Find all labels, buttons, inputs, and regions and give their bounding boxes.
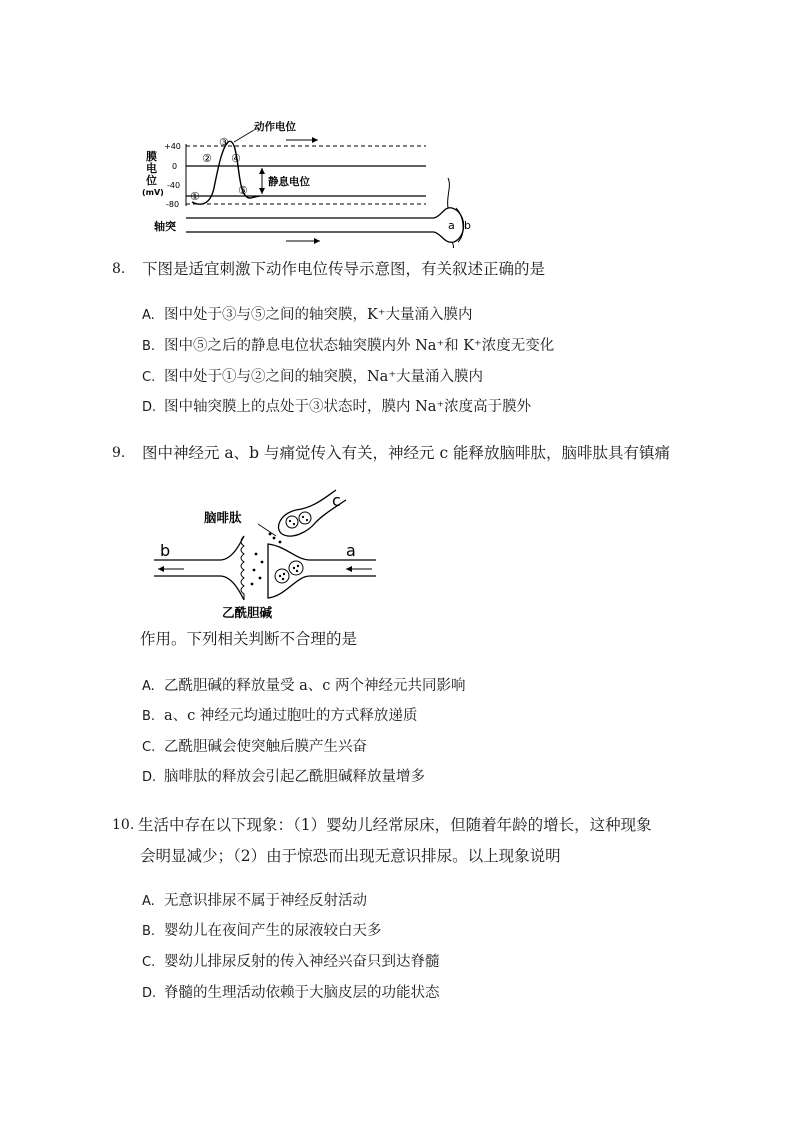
option-text: 乙酰胆碱的释放量受 a、c 两个神经元共同影响 (164, 678, 466, 694)
option-text: 图中⑤之后的静息电位状态轴突膜内外 Na⁺和 K⁺浓度无变化 (164, 338, 555, 354)
option-text: 脊髓的生理活动依赖于大脑皮层的功能状态 (164, 985, 440, 1001)
transmitter-dot (255, 553, 258, 556)
label-a: a (346, 541, 356, 560)
action-potential-curve (192, 141, 260, 204)
label-acetylcholine: 乙酰胆碱 (222, 605, 273, 620)
option-label: D. (142, 400, 157, 415)
label-enkephalin: 脑啡肽 (204, 510, 242, 525)
marker-3: ③ (219, 136, 229, 149)
transmitter-dot (273, 537, 276, 540)
label-pointer (234, 130, 254, 142)
vesicle-dot (289, 520, 291, 522)
y-axis-label-char: 位 (146, 174, 157, 187)
tick-label: -40 (167, 181, 181, 190)
option-text: 脑啡肽的释放会引起乙酰胆碱释放量增多 (164, 769, 425, 785)
option-text: 无意识排尿不属于神经反射活动 (164, 893, 367, 909)
marker-1: ① (190, 190, 200, 203)
option-label: B. (142, 339, 156, 354)
option-d[interactable] (142, 767, 425, 788)
option-text: a、c 神经元均通过胞吐的方式释放递质 (164, 708, 418, 724)
marker-2: ② (202, 152, 212, 165)
vesicle-dot (293, 567, 295, 569)
question-number: 10. (112, 817, 135, 833)
vesicle-dot (302, 516, 304, 518)
neuron-b-bottom (154, 576, 244, 600)
option-label: D. (142, 986, 157, 1001)
label-c: c (332, 491, 341, 510)
neuron-a (268, 544, 376, 598)
arrow-head-a (346, 566, 352, 572)
question-number: 9. (112, 445, 126, 461)
vesicle-dot (306, 519, 308, 521)
option-c[interactable] (142, 737, 367, 758)
label-b: b (160, 541, 171, 560)
bracket-arrow-down (259, 188, 265, 194)
vesicle-dot (282, 578, 284, 580)
transmitter-dot (253, 569, 256, 572)
option-text: 图中处于①与②之间的轴突膜，Na⁺大量涌入膜内 (164, 369, 483, 385)
arrow-head (312, 137, 318, 143)
marker-5: ⑤ (238, 184, 248, 197)
option-c[interactable] (142, 367, 483, 388)
option-b[interactable] (142, 336, 554, 357)
bracket-arrow-up (259, 168, 265, 174)
option-text: 乙酰胆碱会使突触后膜产生兴奋 (164, 739, 367, 755)
question-stem-continued: 会明显减少；（2）由于惊恐而出现无意识排尿。以上现象说明 (140, 847, 561, 865)
transmitter-dot (261, 561, 264, 564)
vesicle (289, 561, 303, 575)
question-stem-continued: 作用。下列相关判断不合理的是 (140, 630, 358, 648)
transmitter-dot (279, 541, 282, 544)
action-potential-figure (130, 108, 480, 248)
vesicle (275, 569, 289, 583)
axon-label: 轴突 (154, 220, 176, 233)
vesicle-dot (293, 523, 295, 525)
option-text: 图中处于③与⑤之间的轴突膜，K⁺大量涌入膜内 (164, 307, 473, 323)
option-label: A. (142, 679, 155, 694)
option-d[interactable] (142, 983, 440, 1004)
marker-4: ④ (231, 152, 241, 165)
option-label: B. (142, 709, 156, 724)
question-stem: 生活中存在以下现象：（1）婴幼儿经常尿床，但随着年龄的增长，这种现象 (138, 816, 652, 834)
option-b[interactable] (142, 706, 417, 727)
tick-label: 0 (172, 162, 178, 171)
point-b: b (464, 219, 471, 232)
option-d[interactable] (142, 397, 531, 418)
option-label: B. (142, 924, 156, 939)
nerve-fiber (448, 178, 454, 248)
y-axis-label-char: 膜 (146, 150, 157, 163)
option-label: A. (142, 894, 155, 909)
option-label: A. (142, 308, 155, 323)
transmitter-dot (259, 577, 262, 580)
question-stem: 下图是适宜刺激下动作电位传导示意图，有关叙述正确的是 (142, 260, 546, 278)
vesicle (299, 512, 311, 524)
transmitter-dot (251, 583, 254, 586)
option-label: C. (142, 370, 156, 385)
option-text: 婴幼儿排尿反射的传入神经兴奋只到达脊髓 (164, 954, 440, 970)
action-potential-label: 动作电位 (254, 121, 296, 133)
y-axis-label-char: 电 (146, 162, 157, 175)
option-a[interactable] (142, 891, 367, 912)
point-a: a (448, 219, 455, 232)
tick-label: +40 (164, 142, 181, 151)
option-a[interactable] (142, 305, 472, 326)
arrow-head-b (158, 566, 164, 572)
vesicle-dot (297, 565, 299, 567)
option-text: 婴幼儿在夜间产生的尿液较白天多 (164, 923, 382, 939)
option-c[interactable] (142, 952, 440, 973)
option-label: C. (142, 740, 156, 755)
question-number: 8. (112, 261, 126, 277)
option-text: 图中轴突膜上的点处于③状态时，膜内 Na⁺浓度高于膜外 (164, 399, 532, 415)
vesicle (286, 516, 298, 528)
enkephalin-pointer (258, 524, 276, 536)
resting-potential-label: 静息电位 (268, 176, 310, 188)
tick-label: -80 (166, 200, 180, 209)
option-label: D. (142, 770, 157, 785)
synapse-figure (150, 484, 380, 624)
y-axis-unit: (mV) (142, 188, 164, 197)
vesicle-dot (283, 573, 285, 575)
option-b[interactable] (142, 921, 382, 942)
vesicle-dot (279, 575, 281, 577)
option-a[interactable] (142, 676, 465, 697)
postsynaptic-membrane (241, 536, 244, 600)
vesicle-dot (296, 570, 298, 572)
option-label: C. (142, 955, 156, 970)
axon-arrow-head (314, 238, 320, 244)
question-stem: 图中神经元 a、b 与痛觉传入有关，神经元 c 能释放脑啡肽，脑啡肽具有镇痛 (142, 444, 671, 462)
